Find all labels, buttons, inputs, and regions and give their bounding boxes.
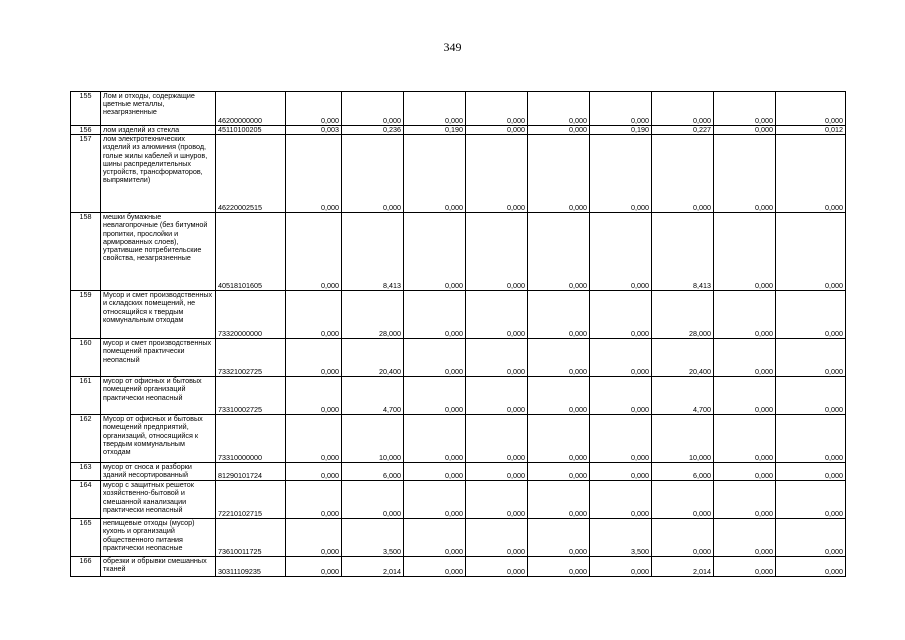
waste-code-cell: 73310000000 xyxy=(216,415,286,463)
row-number-cell: 160 xyxy=(71,339,101,377)
value-cell: 0,000 xyxy=(776,135,846,213)
value-cell: 0,000 xyxy=(590,291,652,339)
value-cell: 0,000 xyxy=(286,415,342,463)
waste-code-cell: 46200000000 xyxy=(216,92,286,126)
value-cell: 0,000 xyxy=(404,135,466,213)
value-cell: 0,000 xyxy=(776,463,846,481)
value-cell: 0,000 xyxy=(404,213,466,291)
value-cell: 0,000 xyxy=(590,557,652,577)
value-cell: 0,000 xyxy=(714,463,776,481)
value-cell: 0,000 xyxy=(590,463,652,481)
value-cell: 0,000 xyxy=(466,92,528,126)
value-cell: 3,500 xyxy=(590,519,652,557)
table-row xyxy=(71,126,846,135)
value-cell: 0,000 xyxy=(286,213,342,291)
value-cell: 0,000 xyxy=(342,481,404,519)
value-cell: 0,000 xyxy=(466,557,528,577)
value-cell: 0,000 xyxy=(286,339,342,377)
value-cell: 0,000 xyxy=(466,291,528,339)
table-row xyxy=(71,463,846,481)
page-number: 349 xyxy=(443,40,462,54)
value-cell: 0,000 xyxy=(714,415,776,463)
waste-name-cell: мусор от офисных и бытовых помещений организаций практически неопасный xyxy=(101,377,216,415)
value-cell: 20,400 xyxy=(342,339,404,377)
value-cell: 0,000 xyxy=(776,415,846,463)
value-cell: 0,000 xyxy=(776,339,846,377)
value-cell: 0,000 xyxy=(714,291,776,339)
table-body xyxy=(71,92,846,577)
value-cell: 8,413 xyxy=(342,213,404,291)
value-cell: 0,000 xyxy=(776,557,846,577)
value-cell: 0,000 xyxy=(286,463,342,481)
value-cell: 0,000 xyxy=(590,377,652,415)
value-cell: 0,000 xyxy=(342,92,404,126)
waste-code-cell: 73610011725 xyxy=(216,519,286,557)
row-number-cell: 157 xyxy=(71,135,101,213)
waste-code-cell: 73310002725 xyxy=(216,377,286,415)
value-cell: 0,000 xyxy=(590,481,652,519)
value-cell: 0,000 xyxy=(404,291,466,339)
value-cell: 0,000 xyxy=(404,377,466,415)
table-row xyxy=(71,557,846,577)
row-number-cell: 158 xyxy=(71,213,101,291)
row-number-cell: 166 xyxy=(71,557,101,577)
value-cell: 0,000 xyxy=(404,339,466,377)
value-cell: 4,700 xyxy=(342,377,404,415)
value-cell: 0,000 xyxy=(776,291,846,339)
waste-code-cell: 81290101724 xyxy=(216,463,286,481)
value-cell: 0,000 xyxy=(286,92,342,126)
table-row xyxy=(71,481,846,519)
value-cell: 0,000 xyxy=(776,92,846,126)
value-cell: 0,000 xyxy=(286,291,342,339)
waste-name-cell: Лом и отходы, содержащие цветные металлы, незагрязненные xyxy=(101,92,216,126)
value-cell: 0,000 xyxy=(528,481,590,519)
waste-name-cell: Мусор и смет производственных и складских помещений, не относящийся к твердым коммунальным отходам xyxy=(101,291,216,339)
value-cell: 0,000 xyxy=(404,92,466,126)
value-cell: 0,000 xyxy=(466,415,528,463)
value-cell: 0,000 xyxy=(652,481,714,519)
value-cell: 6,000 xyxy=(652,463,714,481)
value-cell: 0,000 xyxy=(652,92,714,126)
value-cell: 0,000 xyxy=(714,519,776,557)
waste-name-cell: мешки бумажные невлагопрочные (без битумной пропитки, прослойки и армированных слоев), утратившие потребительские свойства, незагрязненные xyxy=(101,213,216,291)
value-cell: 10,000 xyxy=(342,415,404,463)
value-cell: 0,000 xyxy=(286,377,342,415)
waste-name-cell: мусор от сноса и разборки зданий несортированный xyxy=(101,463,216,481)
value-cell: 0,000 xyxy=(528,126,590,135)
value-cell: 0,000 xyxy=(286,135,342,213)
value-cell: 0,000 xyxy=(590,213,652,291)
value-cell: 0,000 xyxy=(776,519,846,557)
value-cell: 2,014 xyxy=(652,557,714,577)
row-number-cell: 163 xyxy=(71,463,101,481)
value-cell: 0,000 xyxy=(404,415,466,463)
table-row xyxy=(71,92,846,126)
value-cell: 0,000 xyxy=(776,213,846,291)
row-number-cell: 164 xyxy=(71,481,101,519)
value-cell: 0,000 xyxy=(528,135,590,213)
value-cell: 0,000 xyxy=(590,339,652,377)
value-cell: 0,000 xyxy=(776,377,846,415)
value-cell: 6,000 xyxy=(342,463,404,481)
value-cell: 0,000 xyxy=(528,557,590,577)
value-cell: 2,014 xyxy=(342,557,404,577)
value-cell: 0,227 xyxy=(652,126,714,135)
waste-name-cell: мусор и смет производственных помещений практически неопасный xyxy=(101,339,216,377)
value-cell: 0,000 xyxy=(714,377,776,415)
table-row xyxy=(71,291,846,339)
value-cell: 0,000 xyxy=(528,377,590,415)
value-cell: 0,000 xyxy=(590,92,652,126)
value-cell: 0,012 xyxy=(776,126,846,135)
value-cell: 28,000 xyxy=(342,291,404,339)
value-cell: 0,000 xyxy=(404,481,466,519)
value-cell: 0,000 xyxy=(286,481,342,519)
value-cell: 0,000 xyxy=(714,339,776,377)
value-cell: 0,000 xyxy=(714,92,776,126)
row-number-cell: 161 xyxy=(71,377,101,415)
value-cell: 0,000 xyxy=(466,377,528,415)
value-cell: 10,000 xyxy=(652,415,714,463)
value-cell: 28,000 xyxy=(652,291,714,339)
waste-name-cell: Мусор от офисных и бытовых помещений предприятий, организаций, относящийся к твердым коммунальным отходам xyxy=(101,415,216,463)
value-cell: 0,000 xyxy=(776,481,846,519)
waste-code-cell: 45110100205 xyxy=(216,126,286,135)
waste-name-cell: мусор с защитных решеток хозяйственно-бытовой и смешанной канализации практически неопасный xyxy=(101,481,216,519)
value-cell: 0,000 xyxy=(466,463,528,481)
waste-table xyxy=(70,91,846,577)
value-cell: 3,500 xyxy=(342,519,404,557)
value-cell: 0,000 xyxy=(466,339,528,377)
waste-name-cell: непищевые отходы (мусор) кухонь и организаций общественного питания практически неопасные xyxy=(101,519,216,557)
value-cell: 0,190 xyxy=(404,126,466,135)
value-cell: 0,003 xyxy=(286,126,342,135)
value-cell: 0,000 xyxy=(590,135,652,213)
value-cell: 0,190 xyxy=(590,126,652,135)
value-cell: 0,000 xyxy=(404,463,466,481)
value-cell: 0,000 xyxy=(286,519,342,557)
value-cell: 0,000 xyxy=(590,415,652,463)
row-number-cell: 155 xyxy=(71,92,101,126)
waste-code-cell: 73321002725 xyxy=(216,339,286,377)
waste-name-cell: обрезки и обрывки смешанных тканей xyxy=(101,557,216,577)
value-cell: 0,000 xyxy=(528,519,590,557)
value-cell: 0,000 xyxy=(286,557,342,577)
table-row xyxy=(71,339,846,377)
value-cell: 0,000 xyxy=(528,339,590,377)
value-cell: 0,000 xyxy=(466,481,528,519)
waste-code-cell: 30311109235 xyxy=(216,557,286,577)
waste-code-cell: 40518101605 xyxy=(216,213,286,291)
waste-code-cell: 46220002515 xyxy=(216,135,286,213)
value-cell: 0,000 xyxy=(466,126,528,135)
value-cell: 0,000 xyxy=(404,557,466,577)
value-cell: 0,000 xyxy=(714,126,776,135)
table-row xyxy=(71,415,846,463)
table-row xyxy=(71,519,846,557)
waste-code-cell: 73320000000 xyxy=(216,291,286,339)
value-cell: 0,000 xyxy=(528,415,590,463)
value-cell: 0,000 xyxy=(528,213,590,291)
table-row xyxy=(71,213,846,291)
table-row xyxy=(71,135,846,213)
row-number-cell: 156 xyxy=(71,126,101,135)
value-cell: 20,400 xyxy=(652,339,714,377)
value-cell: 0,236 xyxy=(342,126,404,135)
value-cell: 0,000 xyxy=(528,463,590,481)
value-cell: 0,000 xyxy=(652,135,714,213)
waste-name-cell: лом электротехнических изделий из алюминия (провод, голые жилы кабелей и шнуров, шины распределительных устройств, трансформаторов, выпрямители) xyxy=(101,135,216,213)
value-cell: 0,000 xyxy=(714,557,776,577)
value-cell: 0,000 xyxy=(714,213,776,291)
waste-name-cell: лом изделий из стекла xyxy=(101,126,216,135)
value-cell: 0,000 xyxy=(528,291,590,339)
value-cell: 0,000 xyxy=(466,213,528,291)
value-cell: 0,000 xyxy=(714,135,776,213)
value-cell: 4,700 xyxy=(652,377,714,415)
value-cell: 0,000 xyxy=(652,519,714,557)
row-number-cell: 159 xyxy=(71,291,101,339)
value-cell: 0,000 xyxy=(466,519,528,557)
value-cell: 0,000 xyxy=(342,135,404,213)
value-cell: 0,000 xyxy=(714,481,776,519)
row-number-cell: 165 xyxy=(71,519,101,557)
value-cell: 0,000 xyxy=(466,135,528,213)
value-cell: 0,000 xyxy=(404,519,466,557)
row-number-cell: 162 xyxy=(71,415,101,463)
value-cell: 8,413 xyxy=(652,213,714,291)
waste-code-cell: 72210102715 xyxy=(216,481,286,519)
value-cell: 0,000 xyxy=(528,92,590,126)
table-row xyxy=(71,377,846,415)
